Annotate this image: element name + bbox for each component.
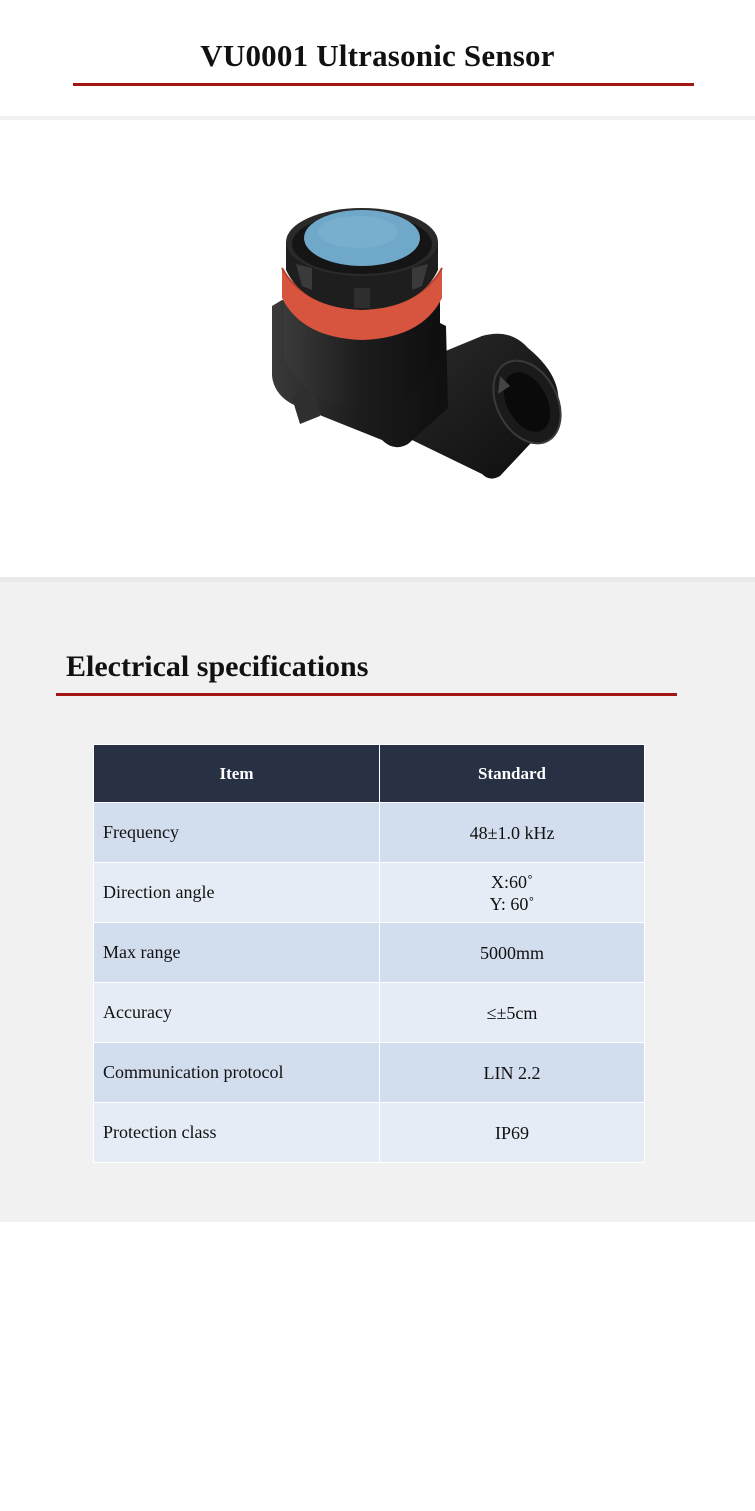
- title-underline: [73, 83, 694, 86]
- table-row: [94, 803, 645, 863]
- sensor-product-image: [262, 208, 572, 488]
- product-image-area: [0, 120, 755, 578]
- column-header-item: Item: [94, 745, 380, 803]
- specs-table: [93, 744, 645, 1163]
- spec-value-line: ≤±5cm: [486, 1002, 538, 1023]
- spec-value: [380, 983, 645, 1043]
- table-row: [94, 923, 645, 983]
- spec-value-line: LIN 2.2: [483, 1062, 541, 1083]
- spec-value: [380, 923, 645, 983]
- table-row: [94, 983, 645, 1043]
- spec-value-line: IP69: [494, 1122, 529, 1143]
- section-underline: [56, 693, 677, 696]
- page-header: [0, 0, 755, 118]
- table-row: [94, 863, 645, 923]
- column-header-standard: Standard: [380, 745, 645, 803]
- spec-value: [380, 1043, 645, 1103]
- page-title: VU0001 Ultrasonic Sensor: [200, 38, 555, 73]
- spec-item: Frequency: [94, 803, 380, 863]
- spec-value: [380, 803, 645, 863]
- specifications-section: [0, 582, 755, 1222]
- spec-value-line: X:60˚: [491, 871, 533, 892]
- spec-item: Accuracy: [94, 983, 380, 1043]
- section-title: Electrical specifications: [66, 650, 369, 683]
- spec-item: Max range: [94, 923, 380, 983]
- spec-item: Protection class: [94, 1103, 380, 1163]
- spec-value-line: Y: 60˚: [489, 893, 535, 914]
- table-row: [94, 1043, 645, 1103]
- spec-item: Direction angle: [94, 863, 380, 923]
- table-row: [94, 1103, 645, 1163]
- spec-item: Communication protocol: [94, 1043, 380, 1103]
- table-header-row: [94, 745, 645, 803]
- spec-value-line: 5000mm: [479, 942, 544, 963]
- spec-value-line: 48±1.0 kHz: [469, 822, 555, 843]
- spec-value: [380, 1103, 645, 1163]
- spec-value: [380, 863, 645, 923]
- page-footer-blank: [0, 1222, 755, 1511]
